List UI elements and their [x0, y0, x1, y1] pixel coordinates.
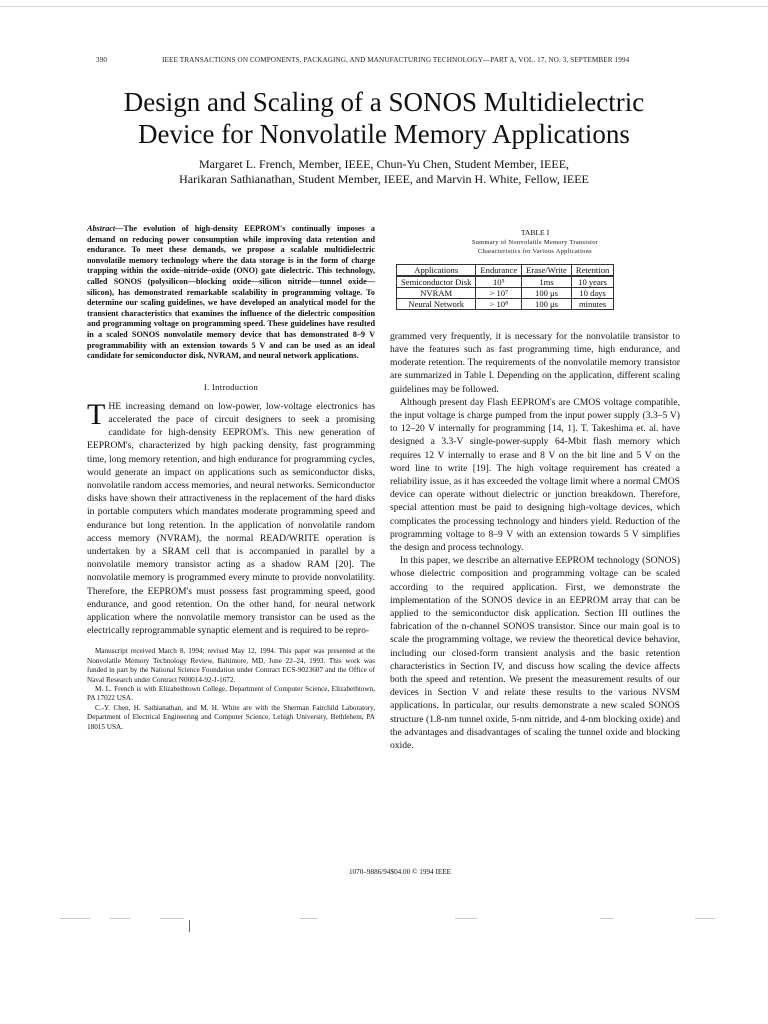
table-cell: NVRAM: [397, 287, 476, 298]
table-header-cell: Applications: [397, 264, 476, 276]
table-cell: 10 days: [571, 287, 613, 298]
journal-title: IEEE TRANSACTIONS ON COMPONENTS, PACKAGING, AND MANUFACTURING TECHNOLOGY—PART A, VOL. 17, NO. 3, SEPTEMBER 1994: [162, 56, 630, 64]
author-list: [60, 157, 708, 187]
table-row: [397, 287, 614, 298]
scan-artifact: [160, 918, 184, 919]
scan-artifact: [455, 918, 477, 919]
footnote-coauthors: C.-Y. Chen, H. Sathianathan, and M. H. White are with the Sherman Fairchild Laboratory, Department of Electrical Engineering and Computer Science, Lehigh University, Bethlehem, PA 18015 USA.: [87, 703, 375, 731]
title-line-1: Design and Scaling of a SONOS Multidielectric: [123, 87, 645, 117]
table-cell: 10 years: [571, 276, 613, 288]
table-cell: > 10⁸: [476, 298, 522, 309]
table-cell: 100 μs: [522, 298, 572, 309]
paper-title: [60, 86, 708, 150]
title-line-2: Device for Nonvolatile Memory Applications: [138, 119, 630, 149]
table-label: TABLE I: [520, 228, 550, 237]
table-caption: [390, 228, 680, 257]
characteristics-table: [396, 264, 614, 310]
table-caption-line-2: Characteristics for Various Applications: [478, 248, 592, 256]
page-top-edge: [0, 6, 768, 7]
scan-artifact: [60, 918, 90, 919]
section-heading-introduction: I. Introduction: [203, 381, 259, 392]
right-column: [390, 228, 680, 752]
abstract-text: The evolution of high-density EEPROM's continually imposes a demand on reducing power consumption while improving data retention and endurance. To meet these demands, we propose a scalable multidielectric nonvolatile memory technology where the data storage is in the form of charge trapping within the oxide–nitride–oxide (ONO) gate dielectric. This technology, called SONOS (polysilicon—blocking oxide—silicon nitride—tunnel oxide—silicon), has demonstrated remarkable scalability in programming voltage. To determine our scaling guidelines, we have developed an analytical model for the transient characteristics that examines the influence of the dielectric composition and programming voltage on programming speed. These guidelines have resulted in a scaled SONOS nonvolatile memory device that has demonstrated 8–9 V programmability with an extension towards 5 V and can be used as an ideal candidate for semiconductor disk, NVRAM, and neural network applications.: [87, 224, 375, 361]
introduction-text: HE increasing demand on low-power, low-voltage electronics has accelerated the pace of circuit designers to seek a promising candidate for high-density EEPROM's. This new generation of EEPROM's, characterized by high packing density, fast programming time, long memory retention, and high endurance for programming cycles, would generate an impact on applications such as semiconductor disks, nonvolatile random access memories, and neural networks. Semiconductor disks have shown their attractiveness in the replacement of the hard disks in portable computers which mandates moderate programming speed and endurance but long retention. In the application of nonvolatile random access memory (NVRAM), the normal READ/WRITE operation is undertaken by a SRAM cell that is accompanied in parallel by a nonvolatile memory transistor acting as a shadow RAM [20]. The nonvolatile memory is programmed every minute to provide nonvolatility. Therefore, the EEPROM's must possess fast programming speed, good endurance, and good retention. On the other hand, for neural network application where the nonvolatile memory transistor can be used as the electrically reprogrammable synaptic element and is required to be repro-: [87, 400, 375, 637]
body-paragraph: Although present day Flash EEPROM's are CMOS voltage compatible, the input voltage is charge pumped from the input power supply (3.3–5 V) to 12–20 V internally for programming [14, 1]. T. Takeshima et. al. have designed a 3.3-V single-power-supply 64-Mbit flash memory which requires 12 V internally to erase and 8 V on the bit line and 5 V on the word line to write [19]. The high voltage requirement has created a reliability issue, as it has exceeded the voltage limit where a normal CMOS device can operate without dielectric or junction breakdown. Therefore, special attention must be paid to designing high-voltage devices, which complicates the processing technology and hinders yield. Reduction of the programming voltage to 8–9 V with an extension towards 5 V simplifies the design and process technology.: [390, 396, 680, 554]
footnotes: [87, 647, 375, 732]
table-cell: 100 μs: [522, 287, 572, 298]
table-cell: > 10⁷: [476, 287, 522, 298]
table-row: [397, 276, 614, 288]
copyright-line: 1070–9886/94$04.00 © 1994 IEEE: [348, 868, 452, 876]
right-column-body: [390, 330, 680, 753]
scan-artifact: [110, 918, 130, 919]
footnote-french: M. L. French is with Elizabethtown College, Department of Computer Science, Elizabethtown, PA 17022 USA.: [87, 685, 375, 703]
body-paragraph: grammed very frequently, it is necessary for the nonvolatile transistor to have the features such as fast programming time, high endurance, and moderate retention. The requirements of the nonvolatile memory transistor are summarized in Table I. Depending on the application, different scaling guidelines may be followed.: [390, 330, 680, 395]
scan-artifact: [600, 918, 614, 919]
table-header-row: [397, 264, 614, 276]
authors-line-1: Margaret L. French, Member, IEEE, Chun-Yu Chen, Student Member, IEEE,: [198, 157, 570, 171]
body-paragraph: In this paper, we describe an alternative EEPROM technology (SONOS) whose dielectric composition and programming voltage can be scaled according to the required application. First, we demonstrate the implementation of the SONOS device in an EEPROM array that can be applied to the semiconductor disk application. Section III outlines the fabrication of the n-channel SONOS transistor. Since our main goal is to scale the programming voltage, we review the theoretical device behavior, including our closed-form transient analysis and the basic retention characteristics in Section IV, and discuss how scaling the device affects both the speed and retention. We present the measurement results of our devices in Section V and relate these results to the various NVSM applications. In particular, our results demonstrate a new scaled SONOS structure (1.8-nm tunnel oxide, 5-nm nitride, and 4-nm blocking oxide) and the advantages and disadvantages of scaling the tunnel oxide and blocking oxide.: [390, 555, 680, 752]
scan-artifact: [695, 918, 715, 919]
table-cell: 10⁵: [476, 276, 522, 288]
authors-line-2: Harikaran Sathianathan, Student Member, IEEE, and Marvin H. White, Fellow, IEEE: [179, 172, 589, 186]
table-cell: minutes: [571, 298, 613, 309]
introduction-paragraph: [87, 397, 375, 638]
table-header-cell: Retention: [571, 264, 613, 276]
page-number: 390: [96, 56, 108, 64]
table-caption-line-1: Summary of Nonvolatile Memory Transistor: [471, 238, 599, 246]
footnote-manuscript: Manuscript received March 8, 1994; revised May 12, 1994. This paper was presented at the Nonvolatile Memory Technology Review, Baltimore, MD, June 22–24, 1993. This work was funded in part by the National Science Foundation under Contract ECS-9023607 and the Office of Naval Research under Contract N00014-92-J-1672.: [87, 647, 375, 684]
abstract-lead: Abstract—: [87, 224, 124, 233]
table-row: [397, 298, 614, 309]
table-cell: Neural Network: [397, 298, 476, 309]
drop-cap: T: [87, 397, 106, 431]
left-column: [87, 224, 375, 732]
abstract: [87, 224, 375, 362]
table-header-cell: Endurance: [476, 264, 522, 276]
table-cell: 1ms: [522, 276, 572, 288]
introduction-body: [87, 397, 375, 638]
scan-artifact: [300, 918, 318, 919]
table-cell: Semiconductor Disk: [397, 276, 476, 288]
scan-artifact: [189, 920, 190, 932]
table-header-cell: Erase/Write: [522, 264, 572, 276]
